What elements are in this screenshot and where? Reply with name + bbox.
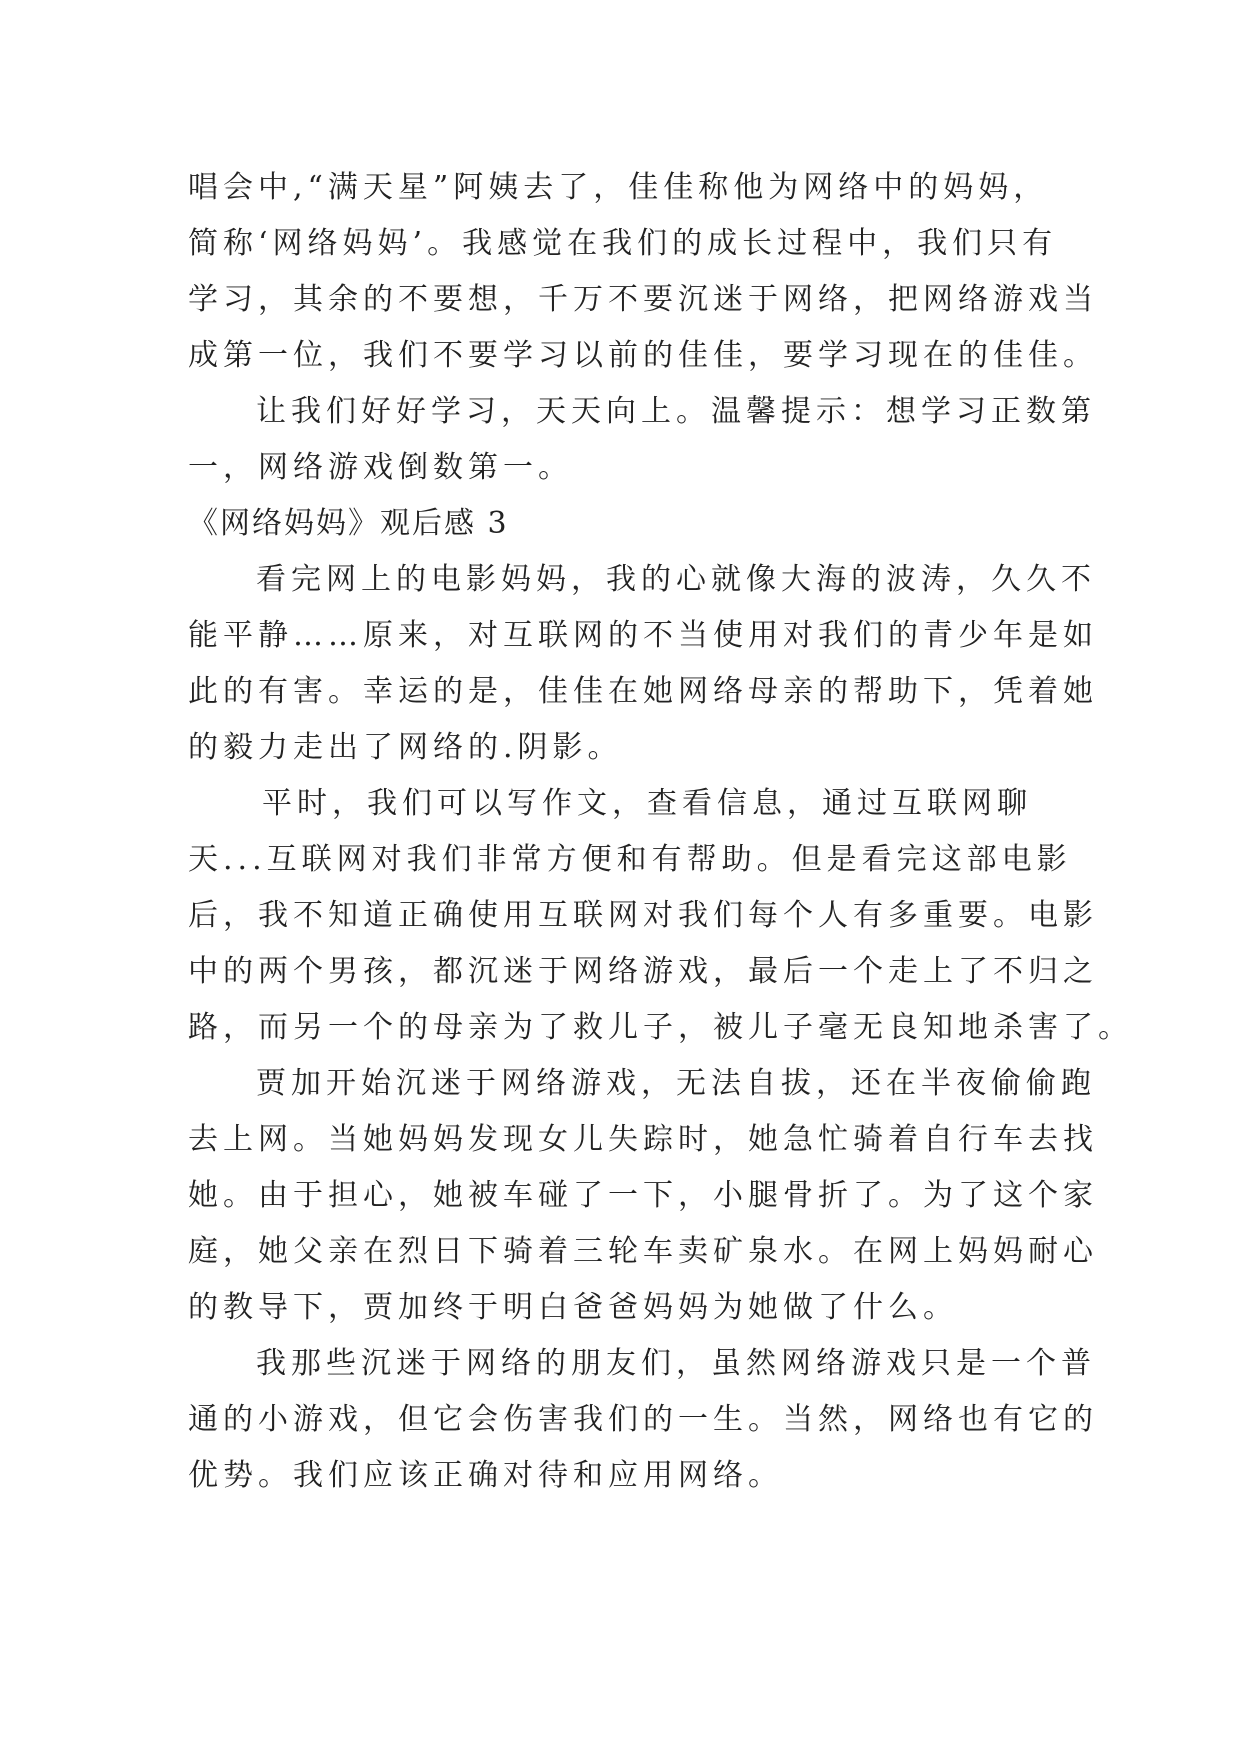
text-line: 简称‘网络妈妈’。我感觉在我们的成长过程中，我们只有 [188, 226, 1058, 261]
text-line: 中的两个男孩，都沉迷于网络游戏，最后一个走上了不归之 [188, 954, 1098, 989]
paragraph-start-line: 让我们好好学习，天天向上。温馨提示：想学习正数第 [256, 394, 1096, 429]
document-body [188, 165, 1133, 1498]
text-line: 通的小游戏，但它会伤害我们的一生。当然，网络也有它的 [188, 1402, 1098, 1437]
paragraph-start-line: 平时，我们可以写作文，查看信息，通过互联网聊 [262, 786, 1032, 821]
paragraph-start-line: 我那些沉迷于网络的朋友们，虽然网络游戏只是一个普 [256, 1346, 1096, 1381]
text-line: 能平静……原来，对互联网的不当使用对我们的青少年是如 [188, 618, 1098, 653]
text-line: 路，而另一个的母亲为了救儿子，被儿子毫无良知地杀害了。 [188, 1010, 1133, 1045]
text-line: 去上网。当她妈妈发现女儿失踪时，她急忙骑着自行车去找 [188, 1122, 1098, 1157]
text-line: 学习，其余的不要想，千万不要沉迷于网络，把网络游戏当 [188, 282, 1098, 317]
text-line: 庭，她父亲在烈日下骑着三轮车卖矿泉水。在网上妈妈耐心 [188, 1234, 1098, 1269]
text-line: 后，我不知道正确使用互联网对我们每个人有多重要。电影 [188, 898, 1098, 933]
text-line: 优势。我们应该正确对待和应用网络。 [188, 1458, 783, 1493]
text-line: 天...互联网对我们非常方便和有帮助。但是看完这部电影 [188, 842, 1072, 877]
text-line: 成第一位，我们不要学习以前的佳佳，要学习现在的佳佳。 [188, 338, 1098, 373]
text-line: 此的有害。幸运的是，佳佳在她网络母亲的帮助下，凭着她 [188, 674, 1098, 709]
text-line: 一，网络游戏倒数第一。 [188, 450, 573, 485]
text-line: 的教导下，贾加终于明白爸爸妈妈为她做了什么。 [188, 1290, 958, 1325]
paragraph-start-line: 贾加开始沉迷于网络游戏，无法自拔，还在半夜偷偷跑 [256, 1066, 1096, 1101]
section-heading: 《网络妈妈》观后感 3 [188, 506, 509, 541]
text-line: 她。由于担心，她被车碰了一下，小腿骨折了。为了这个家 [188, 1178, 1098, 1213]
paragraph-start-line: 看完网上的电影妈妈，我的心就像大海的波涛，久久不 [256, 562, 1096, 597]
text-line: 唱会中,“满天星”阿姨去了，佳佳称他为网络中的妈妈， [188, 170, 1049, 205]
text-line: 的毅力走出了网络的.阴影。 [188, 730, 623, 765]
